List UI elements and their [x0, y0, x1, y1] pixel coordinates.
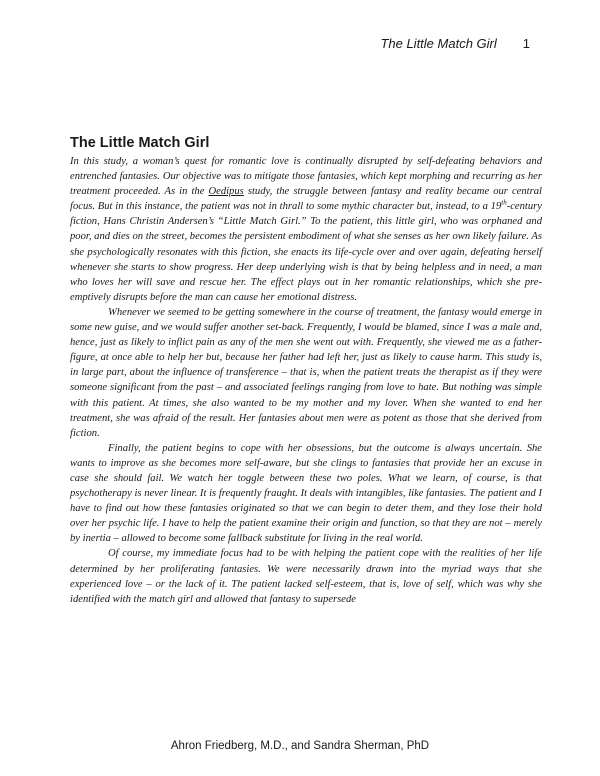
- running-header: [380, 36, 530, 51]
- paragraph-2: Whenever we seemed to be getting somewhere in the course of treatment, the fantasy would emerge in some new guise, and we would suffer another set-back. Frequently, I would be blamed, since I was a male and, hence, just as likely to inflict pain as any of the men she went out with. Frequently, she viewed me as a father-figure, at once able to help her but, because her father had left her, just as likely to cause harm. This study is, in large part, about the influence of transference – that is, when the patient treats the therapist as if they were someone significant from the past – and associated feelings ranging from love to hate. But nothing was simple with this patient. At times, she also wanted to be my mother and my lover. When she wanted to end her treatment, she was afraid of the result. Her fantasies about men were as potent as those that she derived from fiction.: [70, 306, 542, 439]
- oedipus-study-link[interactable]: Oedipus: [208, 186, 244, 198]
- paragraph-1-part-a: In this study, a woman’s quest for romantic love is continually disrupted by self-defeating behaviors and entrenched fantasies. Our objective was to mitigate those fantasies, which kept morphing and recurring as her treatment proceeded. As in the: [70, 156, 542, 198]
- paragraph-1: [70, 154, 542, 305]
- page-number: 1: [522, 36, 530, 51]
- running-title: The Little Match Girl: [380, 36, 497, 51]
- body-text: [70, 154, 542, 607]
- paragraph-3: Finally, the patient begins to cope with her obsessions, but the outcome is always uncertain. She wants to improve as she becomes more self-aware, but she clings to fantasies that provide her an excuse in case she should fail. We watch her toggle between these two poles. What we learn, of course, is that psychotherapy is never linear. It is frequently fraught. It deals with intangibles, like fantasies. The patient and I have to find out how these fantasies originated so that we can begin to deter them, and they lose their hold over her psychic life. I have to help the patient examine their origin and function, so that they are not – merely by inertia – allowed to become some fallback substitute for living in the real world.: [70, 442, 542, 545]
- paragraph-1-part-b: study, the struggle between fantasy and reality became our central focus. But in this instance, the patient was not in thrall to some mythic character but, instead, to a 19: [70, 186, 542, 213]
- document-title: The Little Match Girl: [70, 135, 210, 151]
- footer-authors: Ahron Friedberg, M.D., and Sandra Sherman, PhD: [170, 740, 430, 752]
- superscript-th: th: [501, 198, 507, 207]
- paragraph-1-part-c: -century fiction, Hans Christin Andersen’s “Little Match Girl.” To the patient, this little girl, who was orphaned and poor, and dies on the street, becomes the persistent embodiment of what she senses as her own likely failure. As she psychologically resonates with this fiction, she enacts its life-cycle over and over again, defeating herself whenever she starts to show progress. Her deep underlying wish is that by being helpless and in need, a man who loves her will save and rescue her. The effect plays out in her romantic relationships, which she pre-emptively disrupts before the man can cause her emotional distress.: [70, 201, 542, 303]
- paragraph-4: Of course, my immediate focus had to be with helping the patient cope with the realities of her life determined by her proliferating fantasies. We were necessarily drawn into the myriad ways that she experienced love – or the lack of it. The patient lacked self-esteem, that is, love of self, which was why she identified with the match girl and allowed that fantasy to supersede: [70, 548, 542, 605]
